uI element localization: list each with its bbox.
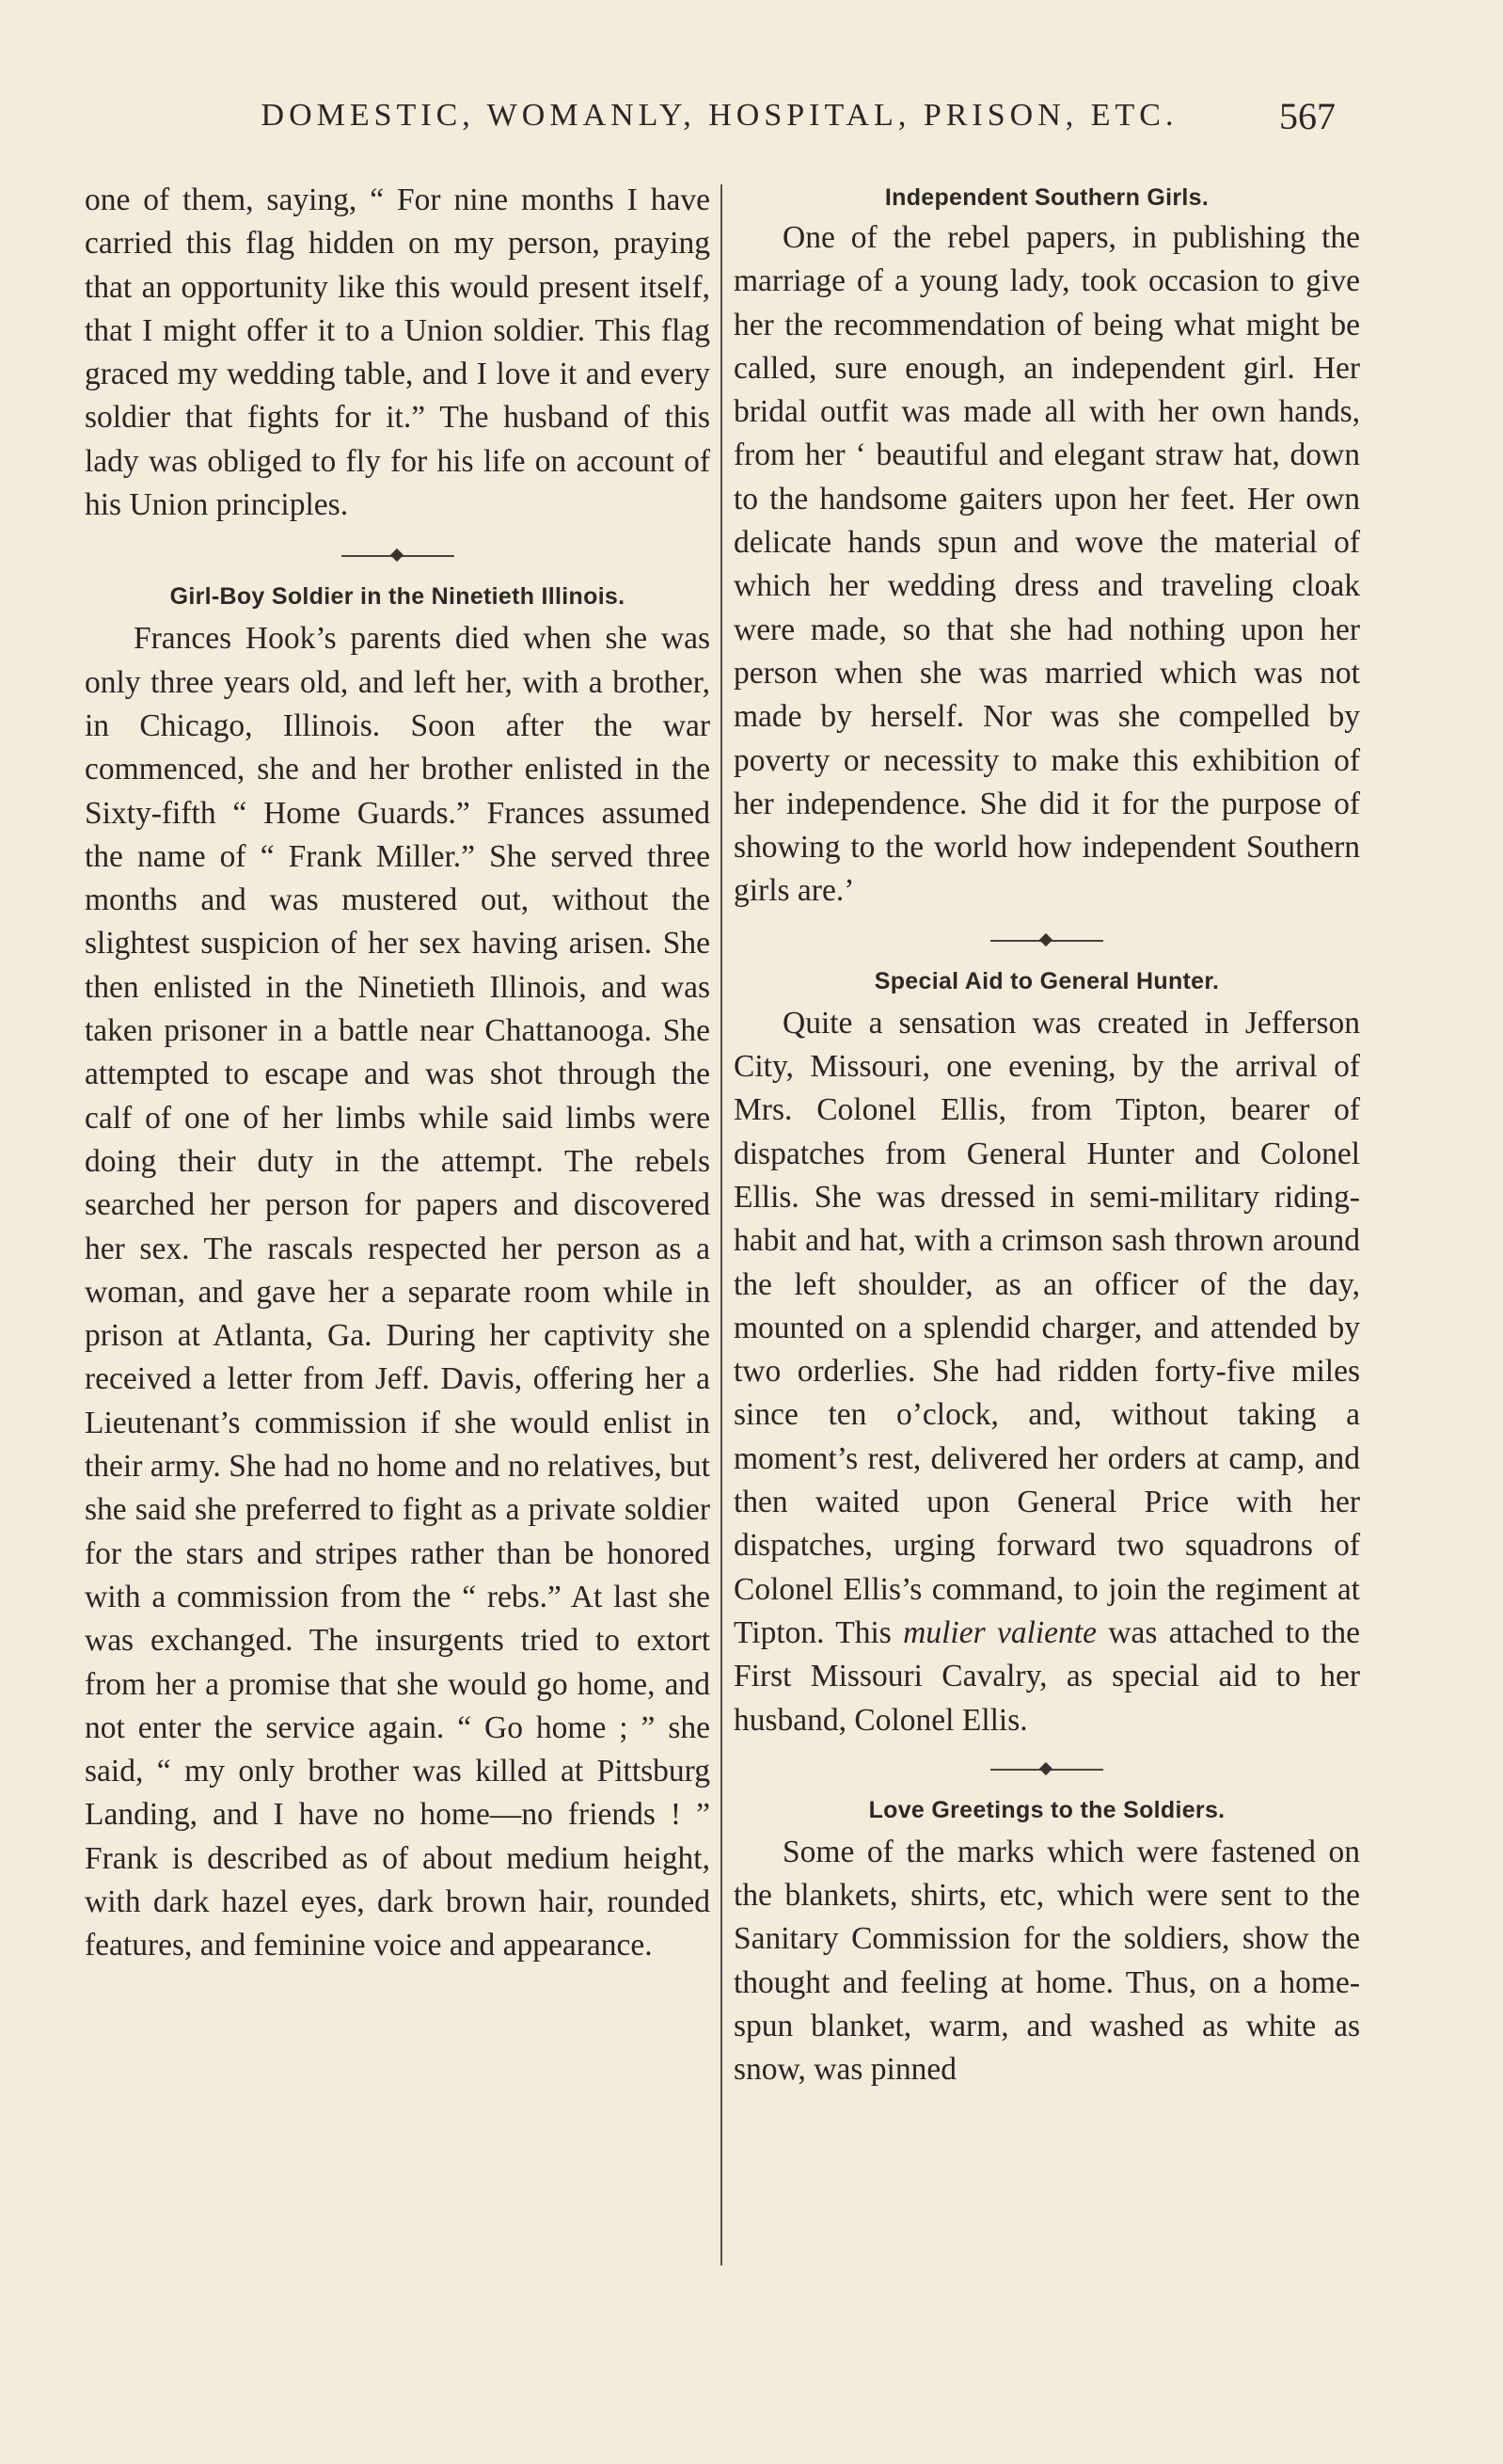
left-paragraph-continued: one of them, saying, “ For nine months I have carried this flag hidden on my person, praying that an opportunity like this would present itself, that I might offer it to a Union soldier. This flag graced my wedding table, and I love it and every soldier that fights for it.” The husband of this lady was obliged to fly for his life on account of his Union principles.	[85, 183, 710, 523]
italic-phrase: mulier valiente	[903, 1614, 1097, 1650]
paragraph-text: was attached to the First Missouri Cavalry, as special aid to her husband, Colonel Ellis.	[734, 1614, 1360, 1738]
section-divider	[990, 919, 1103, 961]
section-divider	[990, 1748, 1103, 1789]
paragraph-love-greetings: Some of the marks which were fastened on the blankets, shirts, etc, which were sent to the Sanitary Commission for the soldiers, show the thought and feeling at home. Thus, on a home-spun blanket, warm, and washed as white as snow, was pinned	[734, 1834, 1360, 2088]
section-heading-independent-southern-girls: Independent Southern Girls.	[884, 184, 1210, 211]
paragraph-text: Quite a sensation was created in Jefferson City, Missouri, one evening, by the arrival of Mrs. Colonel Ellis, from Tipton, bearer of dispatches from General Hunter and Colonel Ellis. She was dressed in semi-military riding-habit and hat, with a crimson sash thrown around the left shoulder, as an officer of the day, mounted on a splendid charger, and attended by two orderlies. She had ridden forty-five miles since ten o’clock, and, without taking a moment’s rest, delivered her orders at camp, and then waited upon General Price with her dispatches, urging forward two squadrons of Colonel Ellis’s command, to join the regiment at Tipton. This	[734, 1005, 1360, 1650]
divider-ornament	[1039, 1762, 1052, 1775]
section-heading-girl-boy-soldier: Girl-Boy Soldier in the Ninetieth Illinois.	[169, 583, 625, 611]
section-heading-love-greetings: Love Greetings to the Soldiers.	[868, 1796, 1226, 1823]
section-heading-special-aid: Special Aid to General Hunter.	[874, 967, 1220, 994]
running-head: DOMESTIC, WOMANLY, HOSPITAL, PRISON, ETC.	[261, 98, 1179, 133]
divider-ornament	[1039, 933, 1052, 946]
divider-ornament	[389, 548, 403, 562]
page-number: 567	[1279, 95, 1336, 137]
left-column	[85, 179, 710, 1968]
paragraph-mrs-colonel-ellis	[734, 1002, 1360, 1742]
column-rule	[720, 184, 722, 2265]
paragraph-frances-hook: Frances Hook’s parents died when she was only three years old, and left her, with a brother, in Chicago, Illinois. Soon after the war commenced, she and her brother enlisted in the Sixty-fifth “ Home Guards.” Frances assumed the name of “ Frank Miller.” She served three months and was mustered out, without the slightest suspicion of her sex having arisen. She then enlisted in the Ninetieth Illinois, and was taken prisoner in a battle near Chattanooga. She attempted to escape and was shot through the calf of one of her limbs while said limbs were doing their duty in the attempt. The rebels searched her person for papers and discovered her sex. The rascals respected her person as a woman, and gave her a separate room while in prison at Atlanta, Ga. During her captivity she received a letter from Jeff. Davis, offering her a Lieutenant’s commission if she would enlist in their army. She had no home and no relatives, but she said she preferred to fight as a private soldier for the stars and stripes rather than be honored with a commission from the “ rebs.” At last she was exchanged. The insurgents tried to extort from her a promise that she would go home, and not enter the service again. “ Go home ; ” she said, “ my only brother was killed at Pittsburg Landing, and I have no home—no friends ! ” Frank is described as of about medium height, with dark hazel eyes, dark brown hair, rounded features, and feminine voice and appearance.	[85, 621, 710, 1963]
paragraph-independent-girl: One of the rebel papers, in publishing the marriage of a young lady, took occasion to give her the recommendation of being what might be called, sure enough, an independent girl. Her bridal outfit was made all with her own hands, from her ‘ beautiful and elegant straw hat, down to the handsome gaiters upon her feet. Her own delicate hands spun and wove the material of which her wedding dress and traveling cloak were made, so that she had nothing upon her person when she was married which was not made by herself. Nor was she compelled by poverty or necessity to make this exhibition of her independence. She did it for the purpose of showing to the world how independent Southern girls are.’	[734, 220, 1360, 909]
section-divider	[341, 534, 454, 576]
right-column	[734, 179, 1360, 2092]
